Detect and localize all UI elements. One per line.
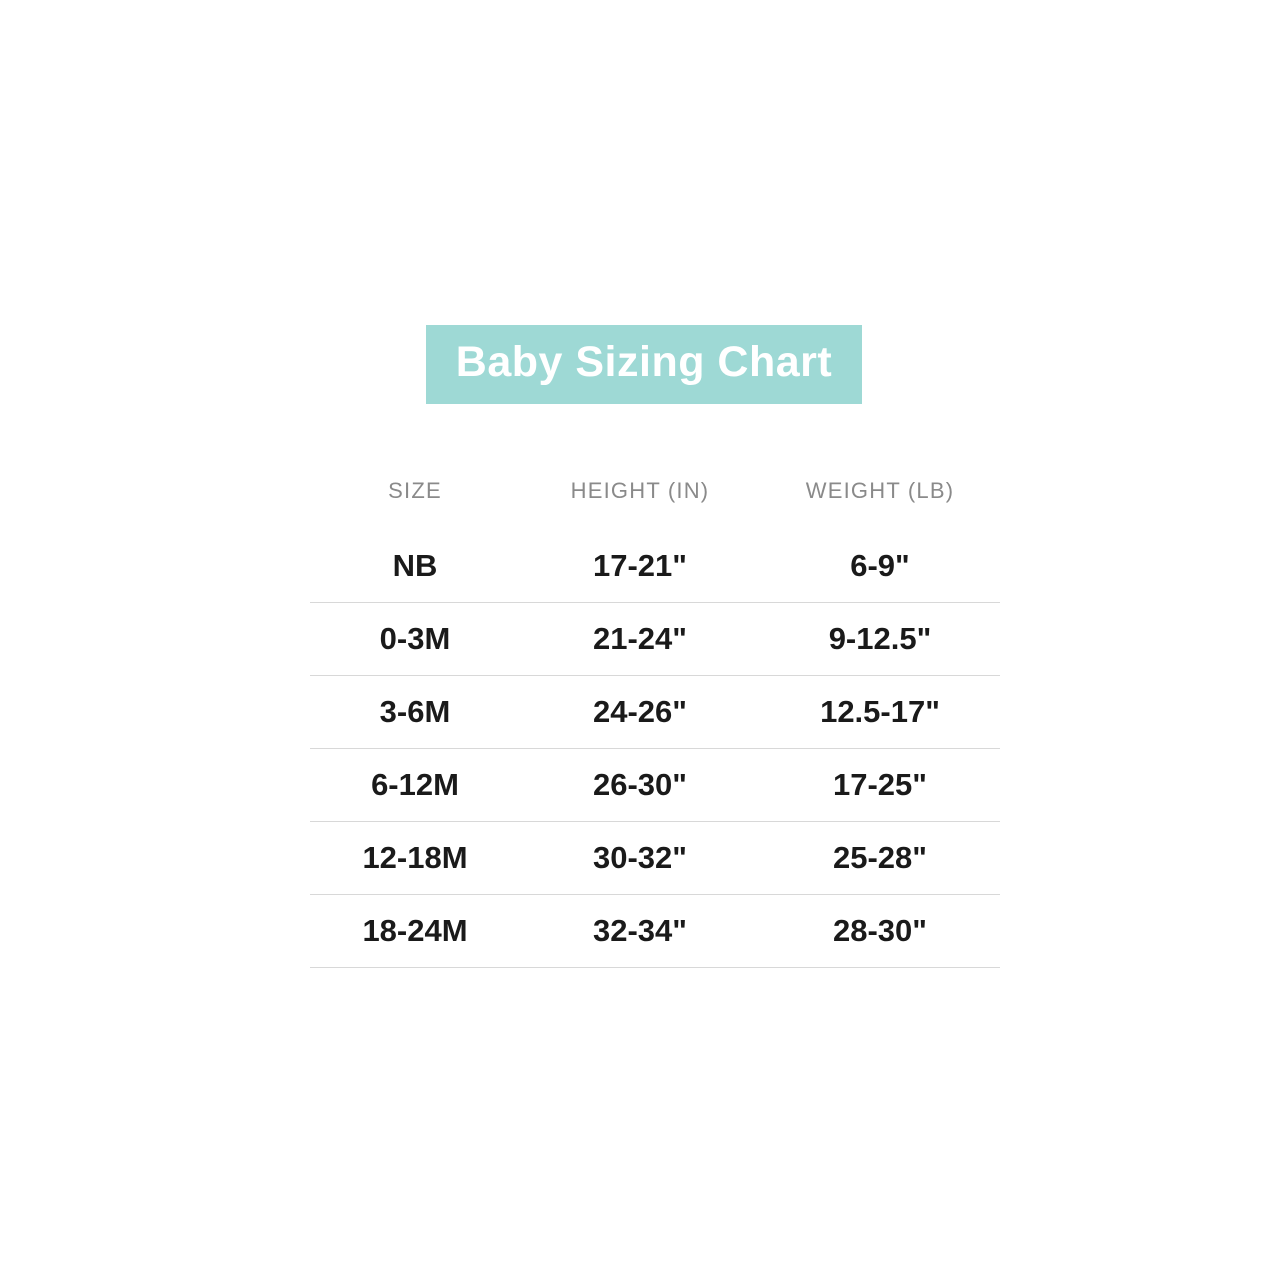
table-row xyxy=(310,822,1000,895)
table-row xyxy=(310,749,1000,822)
table-row xyxy=(310,676,1000,749)
cell-height: 21-24" xyxy=(520,603,760,676)
table-header xyxy=(310,478,1000,530)
table-row xyxy=(310,530,1000,603)
cell-size: 18-24M xyxy=(310,895,520,968)
column-header-size: SIZE xyxy=(388,478,442,503)
cell-weight: 25-28" xyxy=(760,822,1000,895)
sizing-table-container xyxy=(310,478,1000,968)
cell-weight: 17-25" xyxy=(760,749,1000,822)
cell-size: 12-18M xyxy=(310,822,520,895)
cell-weight: 9-12.5" xyxy=(760,603,1000,676)
cell-weight: 6-9" xyxy=(760,530,1000,603)
table-row xyxy=(310,895,1000,968)
cell-height: 24-26" xyxy=(520,676,760,749)
cell-height: 17-21" xyxy=(520,530,760,603)
cell-size: 3-6M xyxy=(310,676,520,749)
table-header-row xyxy=(310,478,1000,530)
cell-size: 6-12M xyxy=(310,749,520,822)
cell-height: 30-32" xyxy=(520,822,760,895)
page-title-container xyxy=(0,325,1288,404)
cell-weight: 28-30" xyxy=(760,895,1000,968)
page-title: Baby Sizing Chart xyxy=(426,325,862,404)
cell-size: NB xyxy=(310,530,520,603)
cell-height: 26-30" xyxy=(520,749,760,822)
cell-weight: 12.5-17" xyxy=(760,676,1000,749)
column-header-height: HEIGHT (IN) xyxy=(570,478,710,503)
table-body xyxy=(310,530,1000,968)
table-row xyxy=(310,603,1000,676)
sizing-table xyxy=(310,478,1000,968)
column-header-weight: WEIGHT (LB) xyxy=(805,478,955,503)
cell-height: 32-34" xyxy=(520,895,760,968)
cell-size: 0-3M xyxy=(310,603,520,676)
